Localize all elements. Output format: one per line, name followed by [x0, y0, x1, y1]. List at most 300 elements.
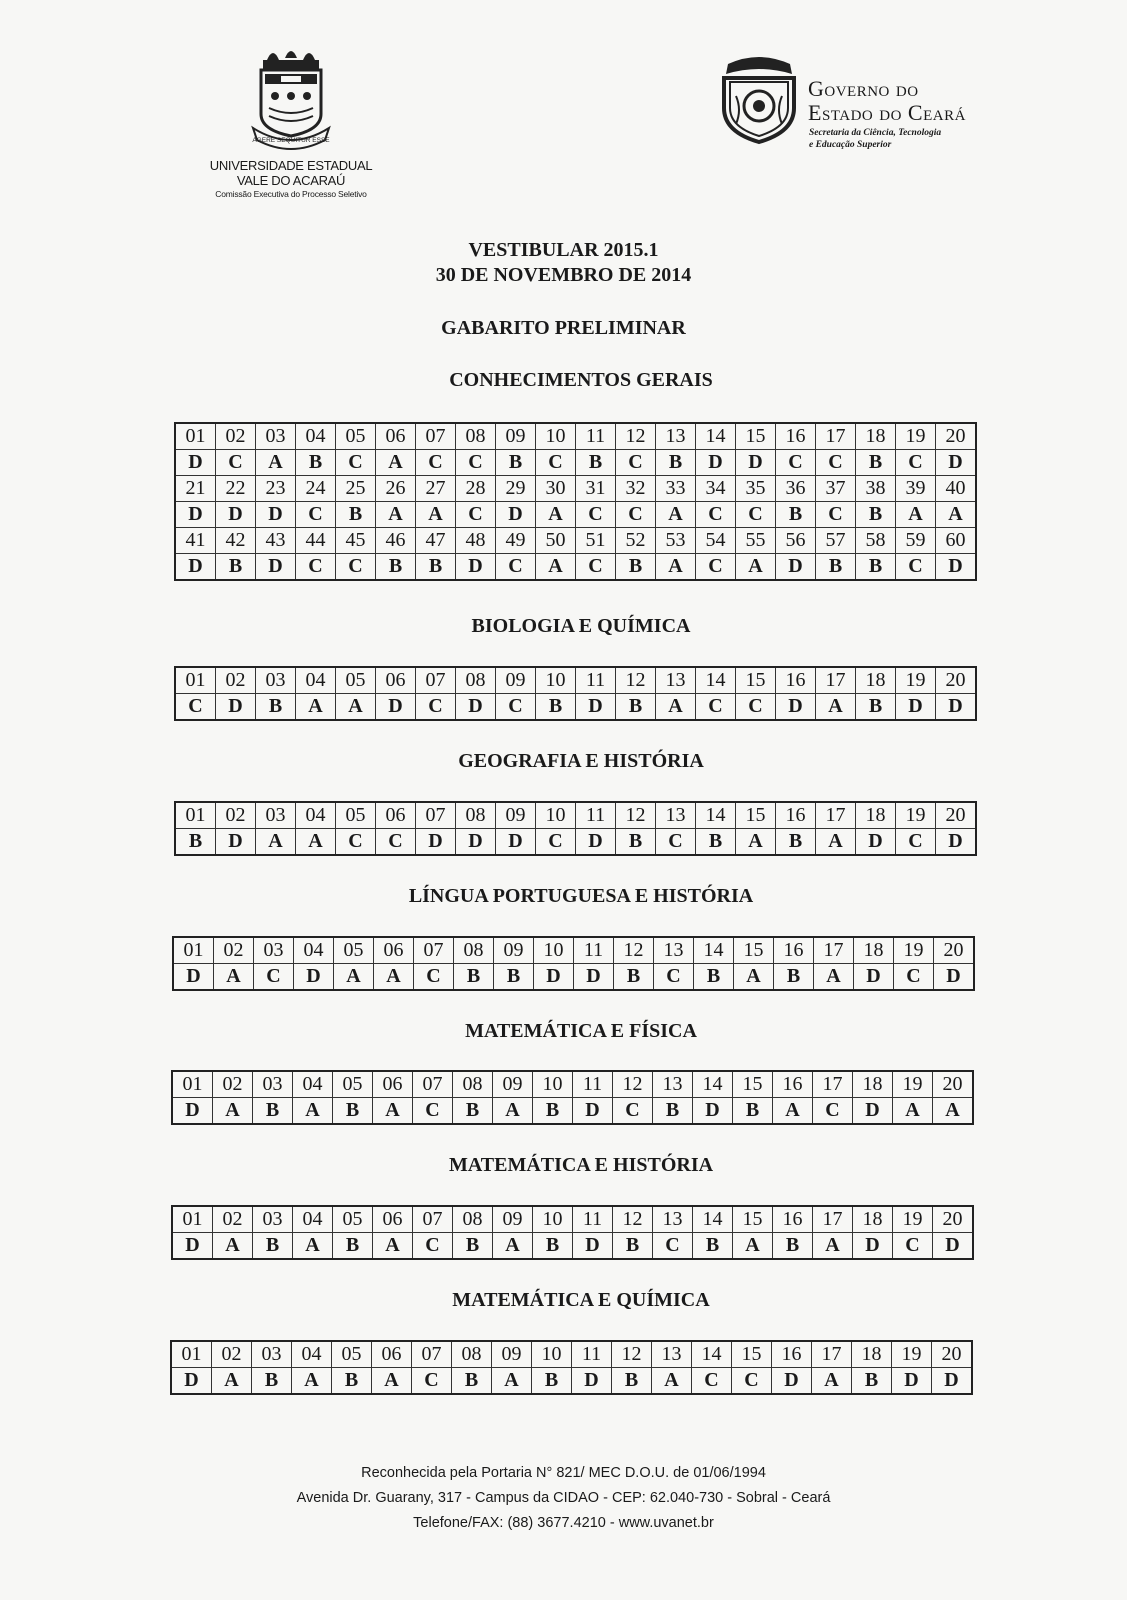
answer-letter: B [774, 964, 814, 991]
question-number: 52 [616, 528, 656, 554]
answer-letter: A [656, 502, 696, 528]
question-number: 60 [936, 528, 977, 554]
question-number: 06 [376, 423, 416, 450]
question-number: 14 [696, 423, 736, 450]
question-number: 06 [376, 802, 416, 829]
university-name-line2: VALE DO ACARAÚ [236, 173, 346, 188]
answer-letter: B [416, 554, 456, 581]
answer-letter: D [736, 450, 776, 476]
answer-letter: A [493, 1233, 533, 1260]
question-number: 15 [736, 423, 776, 450]
answer-letter: D [853, 1233, 893, 1260]
question-number: 12 [616, 667, 656, 694]
answer-row [172, 1098, 973, 1125]
question-number: 17 [813, 1071, 853, 1098]
question-number: 17 [814, 937, 854, 964]
question-number-row [175, 667, 976, 694]
answer-letter: D [416, 829, 456, 856]
question-number: 11 [573, 1071, 613, 1098]
question-number: 10 [532, 1341, 572, 1368]
answer-letter: A [773, 1098, 813, 1125]
answer-letter: A [416, 502, 456, 528]
answer-letter: C [376, 829, 416, 856]
answer-letter: D [175, 554, 216, 581]
answer-letter: A [893, 1098, 933, 1125]
answer-letter: C [296, 554, 336, 581]
question-number: 30 [536, 476, 576, 502]
question-number: 18 [853, 1206, 893, 1233]
question-number: 44 [296, 528, 336, 554]
answer-letter: A [336, 694, 376, 721]
question-number: 05 [334, 937, 374, 964]
university-name-line1: UNIVERSIDADE ESTADUAL [209, 158, 373, 173]
answer-letter: B [256, 694, 296, 721]
answer-letter: C [496, 694, 536, 721]
answer-letter: B [496, 450, 536, 476]
question-number: 09 [492, 1341, 532, 1368]
answer-letter: A [374, 964, 414, 991]
answer-letter: D [932, 1368, 973, 1395]
answer-letter: C [732, 1368, 772, 1395]
question-number: 21 [175, 476, 216, 502]
question-number: 03 [253, 1206, 293, 1233]
question-number: 19 [893, 1071, 933, 1098]
question-number: 02 [216, 667, 256, 694]
question-number: 05 [336, 423, 376, 450]
question-number: 11 [576, 802, 616, 829]
answer-letter: C [414, 964, 454, 991]
section-title-geografia-historia: GEOGRAFIA E HISTÓRIA [458, 750, 704, 772]
government-name-line1: Governo do [808, 76, 919, 101]
answer-letter: B [494, 964, 534, 991]
question-number: 51 [576, 528, 616, 554]
answer-letter: C [613, 1098, 653, 1125]
answer-letter: D [496, 829, 536, 856]
answer-letter: B [532, 1368, 572, 1395]
question-number: 14 [694, 937, 734, 964]
answer-letter: D [856, 829, 896, 856]
question-number: 14 [696, 802, 736, 829]
question-number: 11 [573, 1206, 613, 1233]
answer-letter: B [175, 829, 216, 856]
answer-letter: D [936, 829, 977, 856]
answer-letter: D [456, 554, 496, 581]
question-number: 08 [453, 1206, 493, 1233]
answer-letter: C [696, 554, 736, 581]
answer-letter: A [376, 450, 416, 476]
answer-row [175, 694, 976, 721]
question-number: 53 [656, 528, 696, 554]
answer-letter: A [896, 502, 936, 528]
question-number: 05 [336, 667, 376, 694]
question-number: 45 [336, 528, 376, 554]
answer-letter: D [496, 502, 536, 528]
answer-letter: B [696, 829, 736, 856]
question-number: 36 [776, 476, 816, 502]
question-number: 20 [933, 1071, 974, 1098]
question-number: 16 [774, 937, 814, 964]
answer-letter: A [293, 1233, 333, 1260]
answer-letter: D [175, 502, 216, 528]
section-title-matematica-quimica: MATEMÁTICA E QUÍMICA [452, 1289, 710, 1311]
answer-letter: D [573, 1098, 613, 1125]
university-motto: AGERE SEQUITUR ESSE [252, 137, 330, 144]
footer-contact: Telefone/FAX: (88) 3677.4210 - www.uvanet.br [413, 1515, 714, 1531]
question-number: 11 [572, 1341, 612, 1368]
question-number: 08 [452, 1341, 492, 1368]
university-commission: Comissão Executiva do Processo Seletivo [215, 189, 367, 199]
answer-letter: A [734, 964, 774, 991]
question-number: 11 [576, 667, 616, 694]
answer-letter: D [933, 1233, 974, 1260]
answer-letter: C [776, 450, 816, 476]
answer-letter: C [692, 1368, 732, 1395]
answer-letter: D [256, 554, 296, 581]
question-number-row [175, 802, 976, 829]
question-number: 11 [574, 937, 614, 964]
answer-letter: C [413, 1233, 453, 1260]
answer-table-matematica-quimica [170, 1340, 973, 1395]
answer-letter: C [336, 450, 376, 476]
question-number: 20 [932, 1341, 973, 1368]
answer-letter: D [936, 694, 977, 721]
question-number: 15 [733, 1206, 773, 1233]
government-name-line2: Estado do Ceará [808, 100, 966, 125]
question-number: 09 [493, 1071, 533, 1098]
question-number: 06 [373, 1206, 413, 1233]
answer-letter: C [576, 502, 616, 528]
question-number-row [175, 423, 976, 450]
answer-letter: B [773, 1233, 813, 1260]
answer-letter: D [216, 502, 256, 528]
answer-letter: D [172, 1233, 213, 1260]
answer-letter: D [216, 694, 256, 721]
answer-letter: A [656, 554, 696, 581]
answer-letter: A [813, 1233, 853, 1260]
question-number: 19 [896, 423, 936, 450]
answer-letter: B [452, 1368, 492, 1395]
question-number: 03 [256, 667, 296, 694]
answer-letter: C [896, 554, 936, 581]
answer-letter: D [294, 964, 334, 991]
question-number: 05 [332, 1341, 372, 1368]
footer-recognition: Reconhecida pela Portaria N° 821/ MEC D.O.U. de 01/06/1994 [361, 1465, 766, 1481]
question-number: 17 [813, 1206, 853, 1233]
question-number: 20 [933, 1206, 974, 1233]
question-number: 46 [376, 528, 416, 554]
question-number: 39 [896, 476, 936, 502]
question-number: 03 [256, 802, 296, 829]
question-number: 09 [496, 667, 536, 694]
answer-letter: B [296, 450, 336, 476]
answer-letter: C [896, 829, 936, 856]
question-number: 14 [693, 1071, 733, 1098]
question-number: 13 [652, 1341, 692, 1368]
question-number: 47 [416, 528, 456, 554]
answer-letter: A [256, 829, 296, 856]
answer-letter: D [772, 1368, 812, 1395]
question-number: 17 [816, 423, 856, 450]
answer-letter: A [536, 554, 576, 581]
answer-letter: D [576, 694, 616, 721]
answer-letter: D [175, 450, 216, 476]
answer-letter: A [536, 502, 576, 528]
answer-letter: C [896, 450, 936, 476]
question-number: 16 [772, 1341, 812, 1368]
answer-letter: C [536, 829, 576, 856]
answer-letter: A [372, 1368, 412, 1395]
question-number: 17 [816, 667, 856, 694]
answer-letter: A [736, 829, 776, 856]
question-number: 04 [296, 802, 336, 829]
answer-letter: C [813, 1098, 853, 1125]
question-number: 02 [214, 937, 254, 964]
answer-letter: B [333, 1233, 373, 1260]
question-number: 08 [456, 423, 496, 450]
question-number: 18 [853, 1071, 893, 1098]
question-number: 01 [172, 1071, 213, 1098]
question-number: 59 [896, 528, 936, 554]
question-number: 15 [734, 937, 774, 964]
answer-table-matematica-historia [171, 1205, 974, 1260]
answer-letter: D [456, 829, 496, 856]
answer-letter: B [616, 694, 656, 721]
answer-letter: B [733, 1098, 773, 1125]
answer-letter: C [336, 829, 376, 856]
answer-row [175, 502, 976, 528]
answer-letter: C [412, 1368, 452, 1395]
answer-letter: B [694, 964, 734, 991]
answer-letter: D [171, 1368, 212, 1395]
question-number: 03 [254, 937, 294, 964]
question-number: 10 [536, 423, 576, 450]
answer-letter: A [736, 554, 776, 581]
answer-letter: D [576, 829, 616, 856]
question-number: 16 [773, 1071, 813, 1098]
answer-letter: B [376, 554, 416, 581]
answer-letter: B [856, 554, 896, 581]
question-number: 41 [175, 528, 216, 554]
question-number: 16 [776, 802, 816, 829]
question-number: 08 [456, 667, 496, 694]
question-number: 15 [733, 1071, 773, 1098]
answer-letter: B [614, 964, 654, 991]
answer-letter: D [936, 450, 977, 476]
answer-letter: B [653, 1098, 693, 1125]
question-number: 01 [175, 667, 216, 694]
question-number: 12 [616, 802, 656, 829]
question-number: 29 [496, 476, 536, 502]
answer-letter: A [292, 1368, 332, 1395]
answer-table-matematica-fisica [171, 1070, 974, 1125]
answer-letter: D [892, 1368, 932, 1395]
section-title-lingua-portuguesa-historia: LÍNGUA PORTUGUESA E HISTÓRIA [408, 885, 754, 907]
question-number: 57 [816, 528, 856, 554]
answer-table-biologia-quimica [174, 666, 977, 721]
question-number: 22 [216, 476, 256, 502]
answer-letter: A [652, 1368, 692, 1395]
answer-letter: C [696, 694, 736, 721]
question-number: 18 [852, 1341, 892, 1368]
answer-letter: C [413, 1098, 453, 1125]
question-number: 16 [776, 667, 816, 694]
answer-letter: A [214, 964, 254, 991]
answer-letter: B [533, 1233, 573, 1260]
answer-letter: A [293, 1098, 333, 1125]
answer-letter: B [616, 554, 656, 581]
question-number: 10 [534, 937, 574, 964]
question-number: 07 [416, 802, 456, 829]
question-number: 07 [414, 937, 454, 964]
question-number: 05 [333, 1206, 373, 1233]
answer-letter: C [254, 964, 294, 991]
question-number: 56 [776, 528, 816, 554]
footer-address: Avenida Dr. Guarany, 317 - Campus da CIDAO - CEP: 62.040-730 - Sobral - Ceará [296, 1490, 831, 1506]
answer-letter: C [616, 502, 656, 528]
answer-letter: D [936, 554, 977, 581]
answer-letter: D [456, 694, 496, 721]
question-number: 14 [693, 1206, 733, 1233]
question-number: 23 [256, 476, 296, 502]
answer-letter: C [894, 964, 934, 991]
answer-table-geografia-historia [174, 801, 977, 856]
answer-letter: B [454, 964, 494, 991]
answer-letter: C [416, 694, 456, 721]
answer-letter: C [216, 450, 256, 476]
question-number-row [173, 937, 974, 964]
question-number-row [171, 1341, 972, 1368]
answer-letter: A [213, 1098, 253, 1125]
footer [0, 1461, 1127, 1536]
question-number: 55 [736, 528, 776, 554]
question-number: 09 [493, 1206, 533, 1233]
answer-letter: C [656, 829, 696, 856]
question-number: 28 [456, 476, 496, 502]
answer-letter: B [576, 450, 616, 476]
question-number: 06 [372, 1341, 412, 1368]
question-number: 07 [413, 1071, 453, 1098]
answer-row [175, 554, 976, 581]
answer-letter: D [776, 694, 816, 721]
question-number: 03 [252, 1341, 292, 1368]
answer-letter: C [654, 964, 694, 991]
section-title-biologia-quimica: BIOLOGIA E QUÍMICA [471, 615, 691, 637]
question-number: 08 [454, 937, 494, 964]
question-number: 09 [494, 937, 534, 964]
question-number: 12 [613, 1071, 653, 1098]
answer-letter: B [616, 829, 656, 856]
question-number: 12 [612, 1341, 652, 1368]
answer-letter: B [816, 554, 856, 581]
answer-letter: B [333, 1098, 373, 1125]
answer-letter: A [656, 694, 696, 721]
question-number: 13 [656, 423, 696, 450]
answer-letter: B [336, 502, 376, 528]
question-number: 04 [296, 667, 336, 694]
government-secretariat-line2: e Educação Superior [809, 140, 892, 150]
answer-letter: B [856, 502, 896, 528]
answer-letter: C [736, 694, 776, 721]
answer-letter: A [373, 1098, 413, 1125]
answer-letter: A [296, 694, 336, 721]
answer-letter: D [173, 964, 214, 991]
university-logo [196, 46, 386, 200]
answer-letter: C [696, 502, 736, 528]
question-number: 26 [376, 476, 416, 502]
answer-letter: B [253, 1098, 293, 1125]
answer-letter: C [616, 450, 656, 476]
question-number: 54 [696, 528, 736, 554]
question-number: 31 [576, 476, 616, 502]
answer-letter: D [934, 964, 975, 991]
answer-letter: A [376, 502, 416, 528]
question-number: 18 [856, 802, 896, 829]
answer-letter: C [416, 450, 456, 476]
university-crest-icon [245, 46, 337, 158]
answer-letter: B [656, 450, 696, 476]
answer-letter: D [216, 829, 256, 856]
answer-letter: B [453, 1233, 493, 1260]
answer-letter: D [776, 554, 816, 581]
question-number: 20 [934, 937, 975, 964]
question-number: 27 [416, 476, 456, 502]
question-number: 02 [212, 1341, 252, 1368]
exam-date: 30 DE NOVEMBRO DE 2014 [435, 264, 692, 286]
answer-letter: A [936, 502, 977, 528]
question-number: 01 [175, 423, 216, 450]
answer-letter: A [373, 1233, 413, 1260]
answer-letter: B [693, 1233, 733, 1260]
question-number: 20 [936, 667, 977, 694]
question-number: 13 [653, 1206, 693, 1233]
question-number: 06 [373, 1071, 413, 1098]
question-number: 05 [336, 802, 376, 829]
question-number: 14 [692, 1341, 732, 1368]
question-number: 02 [216, 423, 256, 450]
question-number: 24 [296, 476, 336, 502]
question-number: 17 [816, 802, 856, 829]
question-number: 58 [856, 528, 896, 554]
answer-row [175, 450, 976, 476]
exam-title: VESTIBULAR 2015.1 [468, 239, 659, 261]
state-seal-icon [718, 50, 800, 146]
question-number: 04 [292, 1341, 332, 1368]
answer-letter: C [736, 502, 776, 528]
question-number: 16 [776, 423, 816, 450]
answer-row [172, 1233, 973, 1260]
question-number: 40 [936, 476, 977, 502]
question-number: 19 [894, 937, 934, 964]
question-number: 01 [173, 937, 214, 964]
question-number: 10 [536, 802, 576, 829]
answer-letter: D [534, 964, 574, 991]
question-number: 09 [496, 423, 536, 450]
question-number: 03 [256, 423, 296, 450]
question-number: 04 [293, 1071, 333, 1098]
answer-letter: C [816, 450, 856, 476]
answer-letter: B [253, 1233, 293, 1260]
question-number: 07 [416, 423, 456, 450]
answer-letter: B [536, 694, 576, 721]
question-number: 07 [416, 667, 456, 694]
question-number: 08 [456, 802, 496, 829]
question-number: 11 [576, 423, 616, 450]
question-number: 35 [736, 476, 776, 502]
government-secretariat-line1: Secretaria da Ciência, Tecnologia [809, 128, 942, 138]
answer-letter: C [816, 502, 856, 528]
question-number: 38 [856, 476, 896, 502]
answer-letter: B [216, 554, 256, 581]
